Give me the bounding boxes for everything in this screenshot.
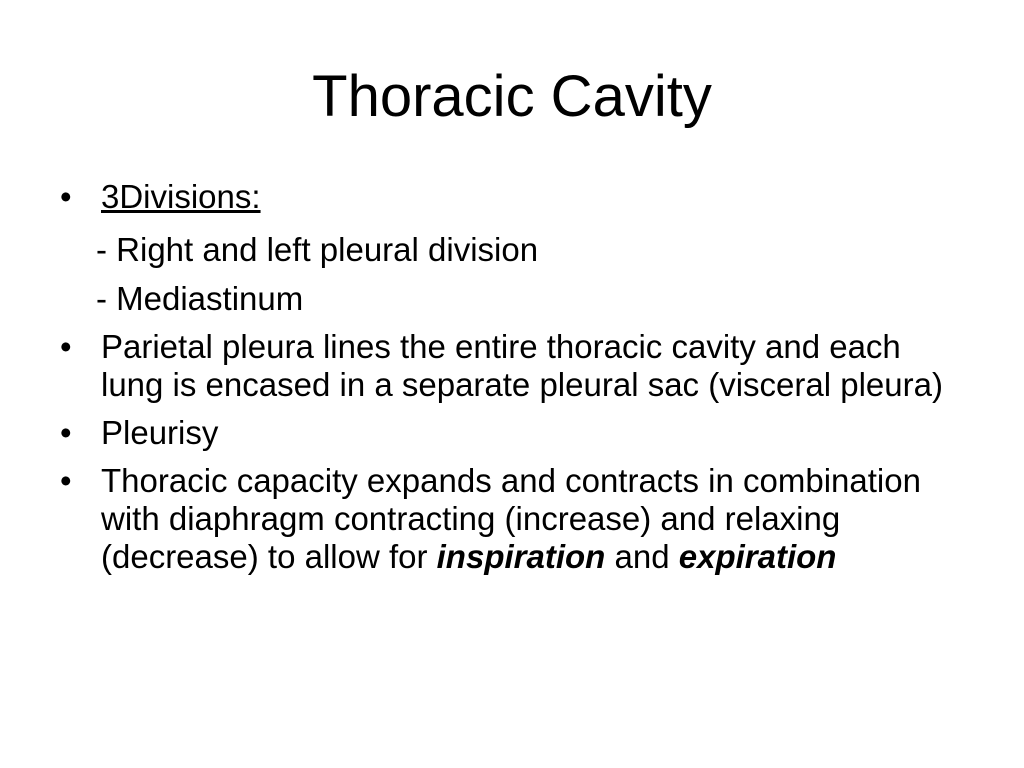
divisions-heading: 3Divisions: <box>101 178 261 215</box>
bullet-icon: • <box>60 178 72 215</box>
bullet-item-divisions <box>60 178 960 318</box>
sub-item-mediastinum: - Mediastinum <box>96 280 304 317</box>
expiration-term: expiration <box>678 538 837 575</box>
bullet-item-pleurisy <box>60 414 960 452</box>
connector-text: and <box>605 538 679 575</box>
inspiration-term: inspiration <box>436 538 606 575</box>
thoracic-capacity-text: Thoracic capacity expands and contracts in combination with diaphragm contracting (increase) and relaxing (decrease) to allow for <box>101 462 921 575</box>
bullet-icon: • <box>60 462 72 499</box>
bullet-item-thoracic-capacity <box>60 462 960 576</box>
pleurisy-text: Pleurisy <box>101 414 219 451</box>
sub-item-pleural-division: - Right and left pleural division <box>96 231 539 268</box>
parietal-pleura-text: Parietal pleura lines the entire thoracic cavity and each lung is encased in a separate pleural sac (visceral pleura) <box>101 328 943 403</box>
bullet-icon: • <box>60 328 72 365</box>
bullet-icon: • <box>60 414 72 451</box>
slide-title: Thoracic Cavity <box>312 64 712 129</box>
bullet-item-parietal-pleura <box>60 328 960 404</box>
bullet-list <box>60 178 960 586</box>
